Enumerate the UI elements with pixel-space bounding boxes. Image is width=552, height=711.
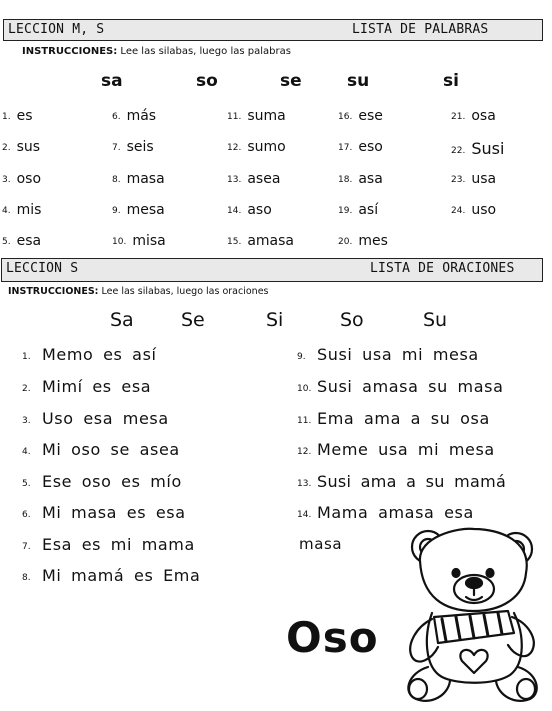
sentence-item: 11. Ema ama a su osa [297, 409, 490, 428]
syllable: Si [266, 309, 284, 331]
section1-instructions [22, 46, 291, 57]
word-item: 11. suma [227, 108, 286, 124]
word-item: 19. así [338, 202, 379, 218]
word-item: 14. aso [227, 202, 272, 218]
word-item: 9. mesa [112, 202, 165, 218]
word-item: 4. mis [2, 202, 42, 218]
big-word-oso: Oso [286, 613, 379, 662]
instructions-text: Lee las silabas, luego las oraciones [101, 286, 269, 297]
sentence-item: 7. Esa es mi mama [22, 535, 195, 554]
sentence-item: 2. Mimí es esa [22, 377, 152, 396]
sentence-continuation: masa [299, 535, 343, 553]
instructions-label: INSTRUCCIONES: [8, 286, 99, 297]
word-item: 20. mes [338, 233, 388, 249]
sentence-item: 8. Mi mamá es Ema [22, 566, 201, 585]
word-item: 21. osa [451, 108, 496, 124]
syllable: se [280, 71, 302, 91]
syllable: Su [423, 309, 448, 331]
section2-right-title: LISTA DE ORACIONES [370, 261, 515, 276]
syllable: so [196, 71, 218, 91]
sentence-item: 13. Susi ama a su mamá [297, 472, 507, 491]
syllable: si [443, 71, 459, 91]
sentence-item: 10. Susi amasa su masa [297, 377, 504, 396]
word-item: 5. esa [2, 233, 42, 249]
sentence-item: 12. Meme usa mi mesa [297, 440, 495, 459]
instructions-label: INSTRUCCIONES: [22, 46, 118, 57]
sentence-item: 3. Uso esa mesa [22, 409, 169, 428]
word-item: 12. sumo [227, 139, 286, 155]
word-item: 16. ese [338, 108, 383, 124]
word-item: 10. misa [112, 233, 166, 249]
instructions-text: Lee las silabas, luego las palabras [120, 46, 291, 57]
sentence-item: 6. Mi masa es esa [22, 503, 186, 522]
word-item: 7. seis [112, 139, 154, 155]
sentence-item: 1. Memo es así [22, 345, 157, 364]
syllable: Se [181, 309, 205, 331]
word-item: 23. usa [451, 171, 497, 187]
section1-header-band [3, 19, 543, 41]
teddy-bear-illustration [398, 527, 544, 705]
syllable: sa [101, 71, 123, 91]
sentence-item: 5. Ese oso es mío [22, 472, 182, 491]
word-item: 3. oso [2, 171, 42, 187]
word-item: 1. es [2, 108, 33, 124]
word-item: 22. Susi [451, 139, 505, 158]
syllable: su [347, 71, 370, 91]
word-item: 2. sus [2, 139, 41, 155]
word-item: 17. eso [338, 139, 383, 155]
word-item: 6. más [112, 108, 157, 124]
section1-title: LECCION M, S [8, 22, 105, 37]
sentence-item: 4. Mi oso se asea [22, 440, 180, 459]
section2-header-band [1, 258, 543, 282]
sentence-item: 9. Susi usa mi mesa [297, 345, 479, 364]
word-item: 18. asa [338, 171, 383, 187]
section2-title: LECCION S [6, 261, 79, 276]
section1-right-title: LISTA DE PALABRAS [352, 22, 489, 37]
word-item: 13. asea [227, 171, 281, 187]
sentence-item: 14. Mama amasa esa [297, 503, 474, 522]
syllable: So [340, 309, 364, 331]
word-item: 15. amasa [227, 233, 294, 249]
word-item: 24. uso [451, 202, 497, 218]
word-item: 8. masa [112, 171, 165, 187]
syllable: Sa [110, 309, 134, 331]
section2-instructions [8, 286, 269, 297]
